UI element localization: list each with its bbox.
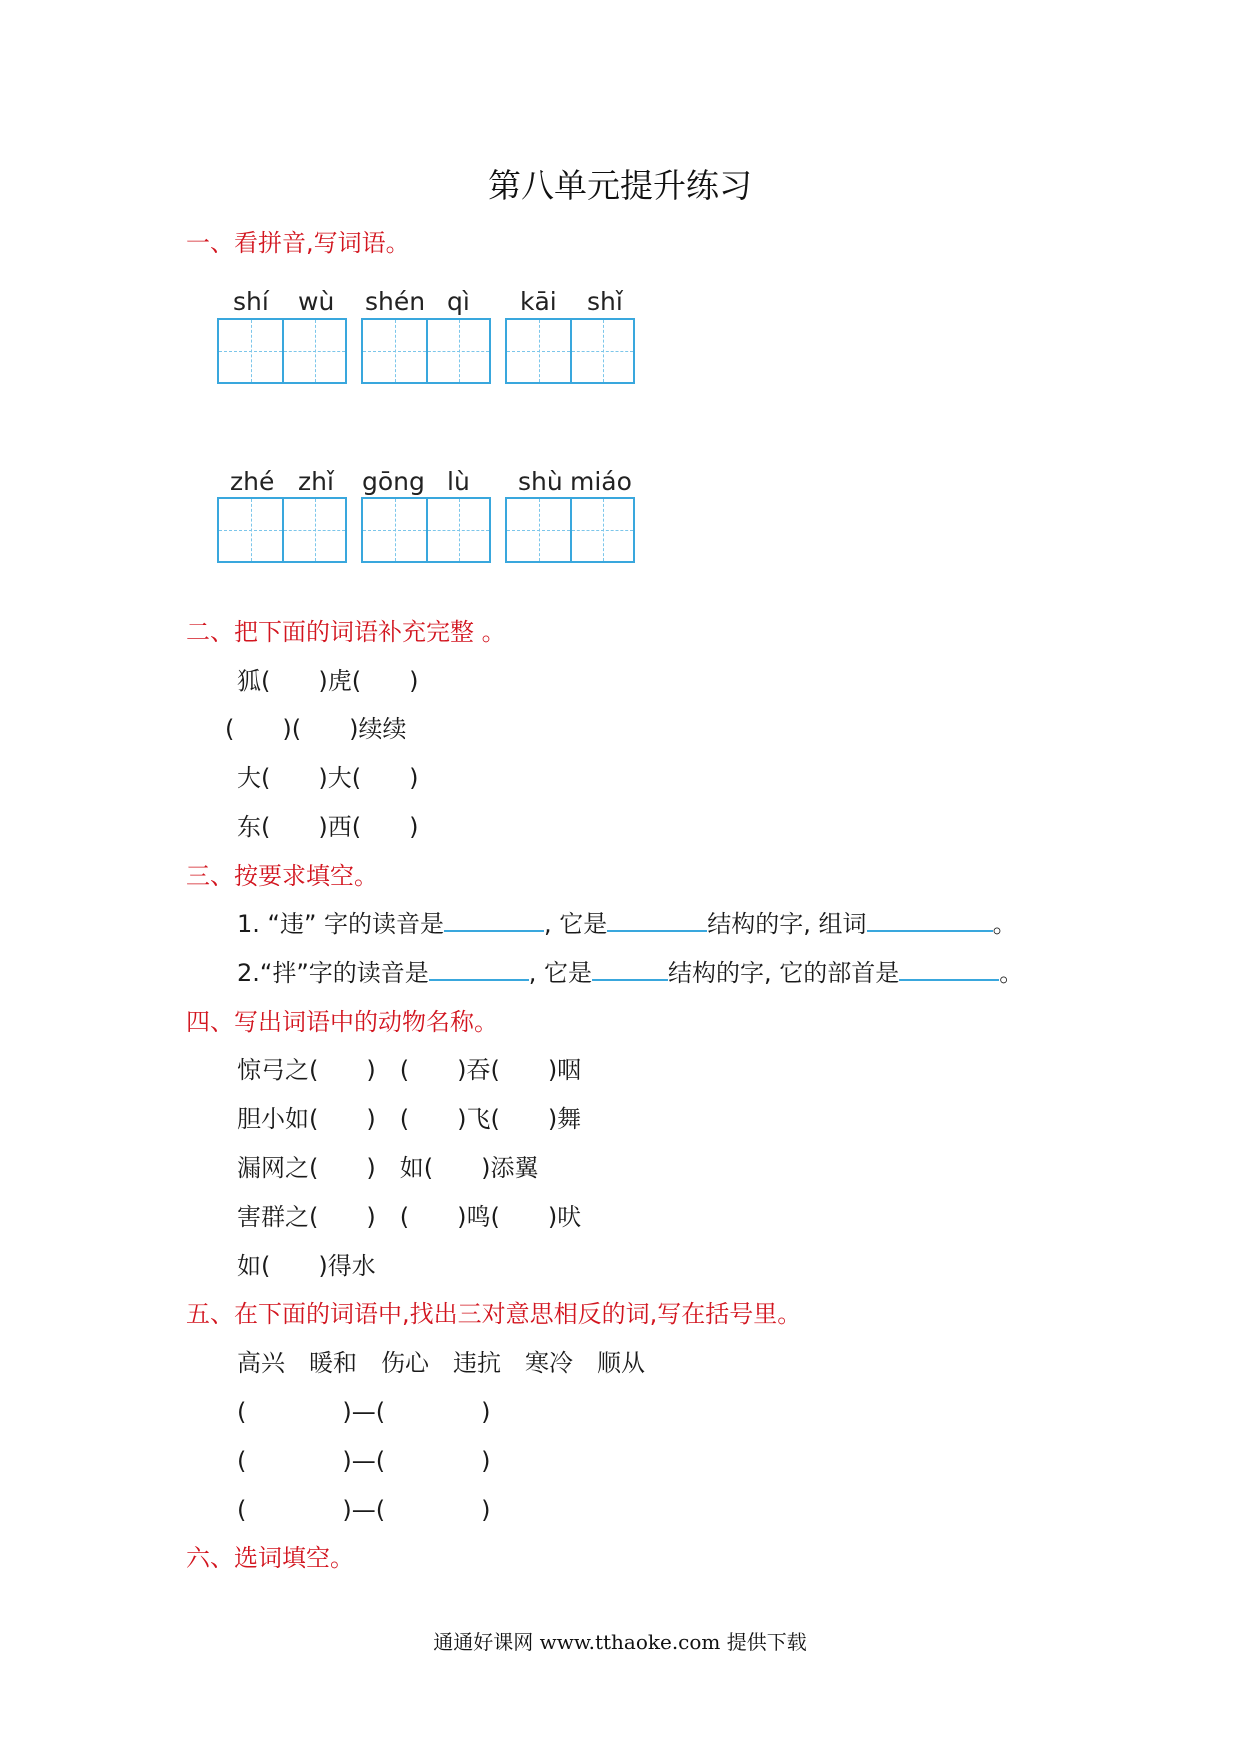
- question-1-part-c: 结构的字, 组词: [707, 910, 867, 938]
- question-1: [237, 904, 1017, 939]
- pinyin-2-5: shù: [518, 467, 563, 496]
- grid-cell[interactable]: [570, 499, 633, 561]
- question-1-part-b: , 它是: [544, 910, 608, 938]
- grid-cell[interactable]: [219, 499, 282, 561]
- grid-cell[interactable]: [426, 499, 489, 561]
- exercise-line: 如( )得水: [237, 1252, 376, 1280]
- pinyin-2-6: miáo: [570, 467, 632, 496]
- question-2: [237, 953, 1023, 988]
- question-1-end: 。: [992, 910, 1017, 938]
- grid-cell[interactable]: [282, 499, 345, 561]
- exercise-line: 东( )西( ): [237, 813, 419, 841]
- pinyin-1-4: qì: [447, 287, 470, 316]
- pair-line: ( )—( ): [237, 1398, 491, 1426]
- answer-blank[interactable]: [899, 957, 999, 981]
- page-title: 第八单元提升练习: [488, 166, 752, 205]
- question-2-part-c: 结构的字, 它的部首是: [668, 959, 900, 987]
- pair-line: ( )—( ): [237, 1447, 491, 1475]
- writing-grid[interactable]: [217, 497, 347, 563]
- pair-line: ( )—( ): [237, 1496, 491, 1524]
- answer-blank[interactable]: [429, 957, 529, 981]
- section-5-heading: 五、在下面的词语中,找出三对意思相反的词,写在括号里。: [186, 1300, 802, 1328]
- grid-cell[interactable]: [426, 320, 489, 382]
- writing-grid[interactable]: [505, 497, 635, 563]
- pinyin-1-1: shí: [233, 287, 269, 316]
- pinyin-1-5: kāi: [520, 287, 557, 316]
- grid-cell[interactable]: [363, 499, 426, 561]
- exercise-line: 狐( )虎( ): [237, 667, 419, 695]
- question-1-prompt: 1. “违” 字的读音是: [237, 910, 445, 938]
- section-2-heading: 二、把下面的词语补充完整 。: [186, 618, 506, 646]
- exercise-line: 漏网之( ) 如( )添翼: [237, 1154, 539, 1182]
- word-list: 高兴 暖和 伤心 违抗 寒冷 顺从: [237, 1349, 645, 1377]
- exercise-line: 大( )大( ): [237, 764, 419, 792]
- answer-blank[interactable]: [592, 957, 668, 981]
- question-2-part-b: , 它是: [528, 959, 593, 987]
- section-4-heading: 四、写出词语中的动物名称。: [186, 1008, 498, 1036]
- pinyin-2-3: gōng: [362, 467, 425, 496]
- footer-credit: 通通好课网 www.tthaoke.com 提供下载: [433, 1630, 807, 1654]
- pinyin-1-2: wù: [298, 287, 335, 316]
- pinyin-2-2: zhǐ: [298, 467, 334, 496]
- grid-cell[interactable]: [363, 320, 426, 382]
- writing-grid[interactable]: [505, 318, 635, 384]
- question-2-prompt: 2.“拌”字的读音是: [237, 959, 429, 987]
- pinyin-1-3: shén: [365, 287, 426, 316]
- answer-blank[interactable]: [607, 908, 707, 932]
- grid-cell[interactable]: [507, 320, 570, 382]
- writing-grid[interactable]: [361, 497, 491, 563]
- exercise-line: 惊弓之( ) ( )吞( )咽: [237, 1056, 582, 1084]
- writing-grid[interactable]: [217, 318, 347, 384]
- grid-cell[interactable]: [282, 320, 345, 382]
- pinyin-2-1: zhé: [230, 467, 275, 496]
- grid-cell[interactable]: [219, 320, 282, 382]
- exercise-line: 胆小如( ) ( )飞( )舞: [237, 1105, 582, 1133]
- section-1-heading: 一、看拼音,写词语。: [186, 229, 410, 257]
- question-2-end: 。: [999, 959, 1024, 987]
- exercise-line: 害群之( ) ( )鸣( )吠: [237, 1203, 582, 1231]
- pinyin-1-6: shǐ: [587, 287, 623, 316]
- section-6-heading: 六、选词填空。: [186, 1544, 354, 1572]
- section-3-heading: 三、按要求填空。: [186, 862, 378, 890]
- grid-cell[interactable]: [507, 499, 570, 561]
- grid-cell[interactable]: [570, 320, 633, 382]
- answer-blank[interactable]: [867, 908, 993, 932]
- exercise-line: ( )( )续续: [225, 715, 407, 743]
- writing-grid[interactable]: [361, 318, 491, 384]
- pinyin-2-4: lù: [447, 467, 470, 496]
- answer-blank[interactable]: [444, 908, 544, 932]
